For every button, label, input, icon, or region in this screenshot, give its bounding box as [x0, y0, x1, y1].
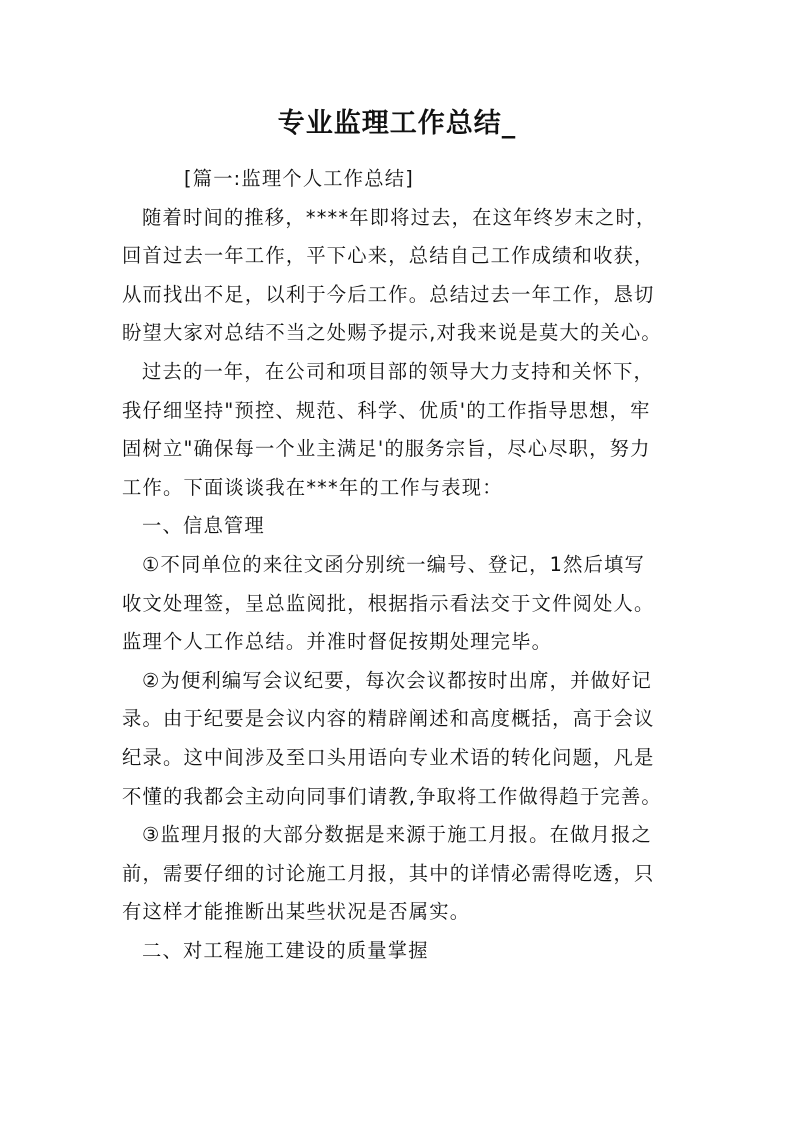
- item-line: ③监理月报的大部分数据是来源于施工月报。在做月报之: [142, 823, 653, 847]
- document-title: 专业监理工作总结_: [277, 108, 517, 139]
- paragraph-line: 盼望大家对总结不当之处赐予提示,对我来说是莫大的关心。: [122, 321, 662, 345]
- list-item-2: [122, 662, 682, 816]
- paragraph-2: [122, 353, 682, 507]
- paragraph-line: 过去的一年，在公司和项目部的领导大力支持和关怀下，: [142, 359, 655, 383]
- item-line: ②为便利编写会议纪要，每次会议都按时出席，并做好记: [142, 668, 653, 692]
- document-body: [122, 160, 682, 970]
- paragraph-line: 从而找出不足，以利于今后工作。总结过去一年工作，恳切: [122, 282, 655, 306]
- item-line: 有这样才能推断出某些状况是否属实。: [122, 900, 471, 924]
- paragraph-line: 我仔细坚持"预控、规范、科学、优质'的工作指导思想，牢: [122, 398, 651, 422]
- heading-information-management: 一、信息管理: [142, 514, 265, 538]
- paragraph-line: 回首过去一年工作，平下心来，总结自己工作成绩和收获，: [122, 244, 655, 268]
- heading-quality-control: 二、对工程施工建设的质量掌握: [142, 938, 429, 962]
- item-line: ①不同单位的来往文函分别统一编号、登记，1然后填写: [142, 552, 646, 576]
- section-heading: [篇一:监理个人工作总结]: [184, 167, 414, 190]
- list-item-3: [122, 816, 682, 932]
- paragraph-line: 随着时间的推移，****年即将过去，在这年终岁末之时，: [142, 205, 657, 229]
- item-line: 录。由于纪要是会议内容的精辟阐述和高度概括，高于会议: [122, 707, 655, 731]
- paragraph-1: [122, 199, 682, 353]
- paragraph-line: 工作。下面谈谈我在***年的工作与表现：: [122, 475, 503, 499]
- list-item-1: [122, 546, 682, 662]
- item-line: 监理个人工作总结。并准时督促按期处理完毕。: [122, 630, 553, 654]
- item-line: 不懂的我都会主动向同事们请教,争取将工作做得趋于完善。: [122, 784, 662, 808]
- paragraph-line: 固树立"确保每一个业主满足'的服务宗旨，尽心尽职，努力: [122, 437, 651, 461]
- item-line: 收文处理签，呈总监阅批，根据指示看法交于文件阅处人。: [122, 591, 655, 615]
- item-line: 前，需要仔细的讨论施工月报，其中的详情必需得吃透，只: [122, 861, 655, 885]
- item-line: 纪录。这中间涉及至口头用语向专业术语的转化问题，凡是: [122, 745, 655, 769]
